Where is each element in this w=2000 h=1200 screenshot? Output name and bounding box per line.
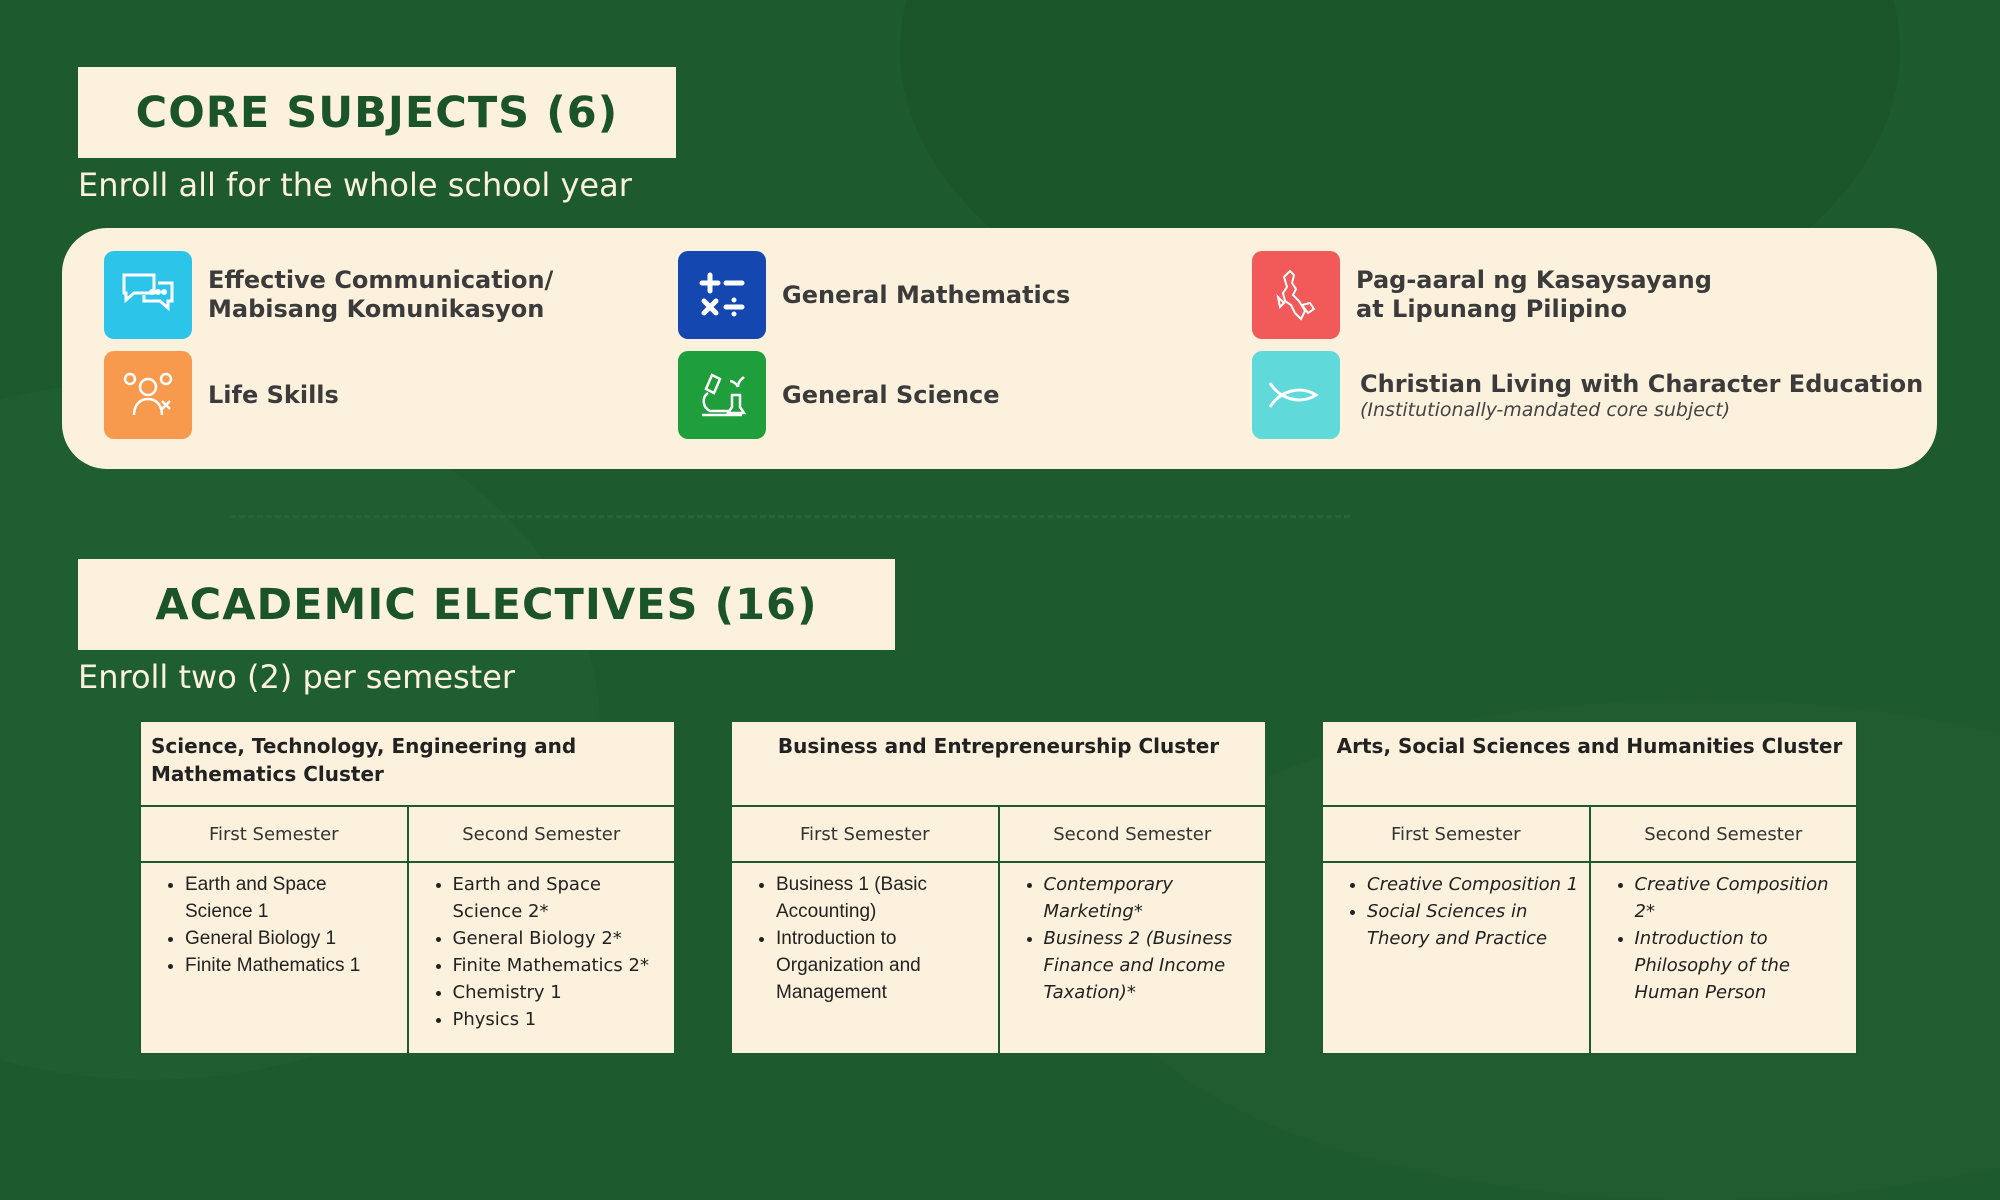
list-item: • Creative Composition 1 <box>1367 871 1581 898</box>
list-item: • Social Sciences in Theory and Practice <box>1367 898 1581 952</box>
core-subjects-subtitle: Enroll all for the whole school year <box>78 166 632 204</box>
first-semester-column <box>141 807 407 1053</box>
semester-header: Second Semester <box>409 807 675 863</box>
list-item: • Finite Mathematics 1 <box>185 952 399 979</box>
list-item: • Chemistry 1 <box>453 979 667 1006</box>
subject-label <box>208 266 553 324</box>
course-list <box>141 871 407 979</box>
subject-general-science <box>678 351 1000 439</box>
semester-header: First Semester <box>141 807 407 863</box>
subject-christian-living <box>1252 351 1923 439</box>
cluster-title: Arts, Social Sciences and Humanities Cluster <box>1323 722 1856 807</box>
list-item: • Introduction to Organization and Management <box>776 925 990 1006</box>
semester-header: Second Semester <box>1000 807 1266 863</box>
chat-bubbles-icon <box>104 251 192 339</box>
first-semester-column <box>1323 807 1589 1053</box>
semester-header: First Semester <box>1323 807 1589 863</box>
semester-header: First Semester <box>732 807 998 863</box>
math-operators-icon <box>678 251 766 339</box>
cluster-title: Science, Technology, Engineering and Mathematics Cluster <box>141 722 674 807</box>
core-subjects-card <box>62 228 1937 469</box>
subject-effective-communication <box>104 251 553 339</box>
subject-label: General Science <box>782 380 1000 409</box>
subject-label-line: Pag-aaral ng Kasaysayang <box>1356 266 1712 294</box>
cluster-table-arts <box>1321 720 1858 1055</box>
core-subjects-heading: CORE SUBJECTS (6) <box>78 67 676 158</box>
semester-header: Second Semester <box>1591 807 1857 863</box>
subject-kasaysayan <box>1252 251 1712 339</box>
list-item: • General Biology 2* <box>453 925 667 952</box>
subject-label: Life Skills <box>208 380 339 409</box>
list-item: • Introduction to Philosophy of the Human Person <box>1635 925 1849 1006</box>
subject-label-line: at Lipunang Pilipino <box>1356 295 1627 323</box>
subject-note: (Institutionally-mandated core subject) <box>1360 398 1731 421</box>
subject-label: General Mathematics <box>782 280 1071 309</box>
cluster-table-business <box>730 720 1267 1055</box>
subject-label-line: Christian Living with Character Education <box>1360 369 1924 398</box>
subject-label-line: Effective Communication/ <box>208 266 554 294</box>
cluster-title: Business and Entrepreneurship Cluster <box>732 722 1265 807</box>
list-item: • Physics 1 <box>453 1006 667 1033</box>
subject-label <box>1360 370 1923 421</box>
subject-general-mathematics <box>678 251 1070 339</box>
subject-life-skills <box>104 351 339 439</box>
cluster-table-stem <box>139 720 676 1055</box>
philippines-map-icon <box>1252 251 1340 339</box>
academic-electives-subtitle: Enroll two (2) per semester <box>78 658 516 696</box>
list-item: • Business 1 (Basic Accounting) <box>776 871 990 925</box>
course-list <box>1000 871 1266 1006</box>
subject-label-line: Mabisang Komunikasyon <box>208 295 545 323</box>
course-list <box>732 871 998 1006</box>
list-item: • Earth and Space Science 2* <box>453 871 667 925</box>
first-semester-column <box>732 807 998 1053</box>
second-semester-column <box>1589 807 1857 1053</box>
second-semester-column <box>407 807 675 1053</box>
microscope-lab-icon <box>678 351 766 439</box>
list-item: • Business 2 (Business Finance and Income Taxation)* <box>1044 925 1258 1006</box>
list-item: • Creative Composition 2* <box>1635 871 1849 925</box>
list-item: • General Biology 1 <box>185 925 399 952</box>
list-item: • Earth and Space Science 1 <box>185 871 399 925</box>
list-item: • Contemporary Marketing* <box>1044 871 1258 925</box>
subject-label <box>1356 266 1712 324</box>
course-list <box>1323 871 1589 952</box>
list-item: • Finite Mathematics 2* <box>453 952 667 979</box>
person-skills-icon <box>104 351 192 439</box>
second-semester-column <box>998 807 1266 1053</box>
academic-electives-heading: ACADEMIC ELECTIVES (16) <box>78 559 895 650</box>
course-list <box>1591 871 1857 1006</box>
course-list <box>409 871 675 1033</box>
fish-symbol-icon <box>1252 351 1340 439</box>
section-divider <box>230 515 1350 518</box>
